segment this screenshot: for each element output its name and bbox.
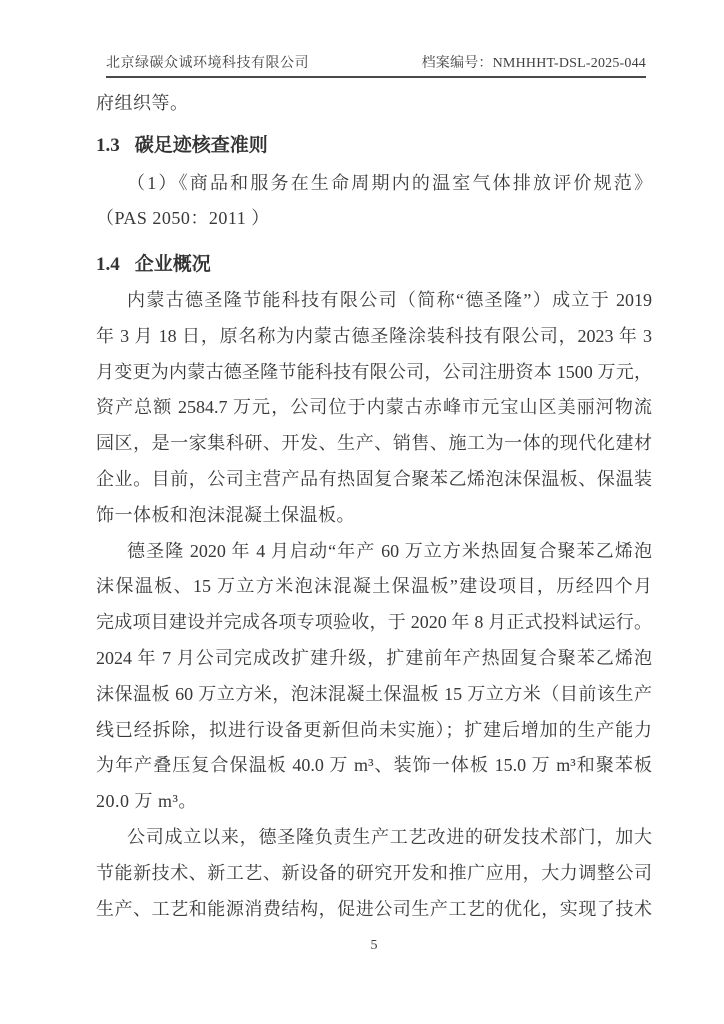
- paragraph-line: 年 3 月 18 日，原名称为内蒙古德圣隆涂装科技有限公司，2023 年 3: [96, 325, 652, 346]
- paragraph-line: 资产总额 2584.7 万元，公司位于内蒙古赤峰市元宝山区美丽河物流: [96, 397, 652, 418]
- section-heading-1-3: [96, 128, 652, 164]
- paragraph-line: 20.0 万 m³。: [96, 791, 197, 812]
- paragraph-line: （1）《商品和服务在生命周期内的温室气体排放评价规范》: [127, 172, 652, 193]
- header-company-name: 北京绿碳众诚环境科技有限公司: [106, 56, 309, 71]
- paragraph-line: 公司成立以来，德圣隆负责生产工艺改进的研发技术部门，加大: [127, 826, 652, 847]
- paragraph-line: 德圣隆 2020 年 4 月启动“年产 60 万立方米热固复合聚苯乙烯泡: [127, 540, 652, 561]
- page-header: [106, 52, 646, 78]
- paragraph-line: 线已经拆除，拟进行设备更新但尚未实施）；扩建后增加的生产能力: [96, 719, 652, 740]
- section-title: 碳足迹核查准则: [134, 134, 268, 156]
- paragraph-line: 月变更为内蒙古德圣隆节能科技有限公司，公司注册资本 1500 万元，: [96, 361, 652, 382]
- paragraph-line: 饰一体板和泡沫混凝土保温板。: [96, 504, 355, 525]
- paragraph-line: 内蒙古德圣隆节能科技有限公司（简称“德圣隆”）成立于 2019: [127, 289, 652, 310]
- page-number: 5: [370, 938, 378, 953]
- paragraph-line: 节能新技术、新工艺、新设备的研究开发和推广应用，大力调整公司: [96, 862, 652, 883]
- page-footer: [96, 938, 652, 954]
- paragraph-line: 府组织等。: [96, 93, 189, 113]
- section-title: 企业概况: [134, 254, 211, 276]
- paragraph-project-history: [96, 534, 652, 820]
- paragraph-line: 沫保温板、15 万立方米泡沫混凝土保温板”建设项目，历经四个月: [96, 576, 652, 597]
- paragraph-rnd-efforts: [96, 820, 652, 927]
- header-file-number: 档案编号：NMHHHT-DSL-2025-044: [421, 56, 646, 71]
- section-number: 1.3: [96, 134, 120, 156]
- section-heading-1-4: [96, 247, 652, 283]
- paragraph-line: 完成项目建设并完成各项专项验收，于 2020 年 8 月正式投料试运行。: [96, 612, 652, 633]
- paragraph-line: 2024 年 7 月公司完成改扩建升级，扩建前年产热固复合聚苯乙烯泡: [96, 647, 652, 668]
- paragraph-line: （PAS 2050：2011 ）: [96, 208, 270, 229]
- paragraph-line: 园区，是一家集科研、开发、生产、销售、施工为一体的现代化建材: [96, 433, 652, 454]
- paragraph-line: 企业。目前，公司主营产品有热固复合聚苯乙烯泡沫保温板、保温装: [96, 468, 652, 489]
- paragraph-line: 生产、工艺和能源消费结构，促进公司生产工艺的优化，实现了技术: [96, 898, 652, 919]
- paragraph-line: 为年产叠压复合保温板 40.0 万 m³、装饰一体板 15.0 万 m³和聚苯板: [96, 755, 652, 776]
- document-body: [96, 86, 652, 927]
- paragraph-line: 沫保温板 60 万立方米，泡沫混凝土保温板 15 万立方米（目前该生产: [96, 683, 652, 704]
- section-number: 1.4: [96, 254, 120, 276]
- paragraph-company-overview: [96, 283, 652, 534]
